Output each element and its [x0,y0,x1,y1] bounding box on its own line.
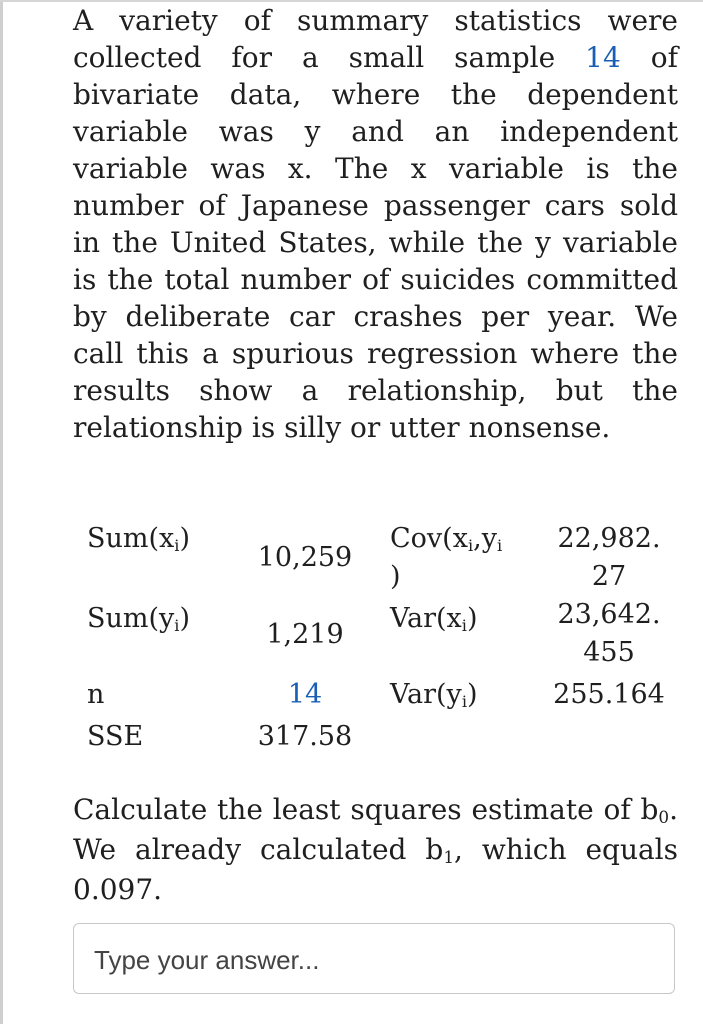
label-sum-y: $Sum(y_i)$ [87,603,191,636]
value-cov-xy-line1: 22,982. [557,523,661,554]
label-cov-xy: $Cov(x_i,y_i$ [390,523,503,556]
value-var-x-line2: 455 [583,637,635,668]
label-sse: SSE [87,721,144,752]
value-var-x-line1: 23,642. [557,599,661,630]
value-var-y: 255.164 [553,679,665,710]
value-sse: 317.58 [257,721,353,752]
question-text: Calculate the least squares estimate of $b_0$. We already calculated $b_1$, which equals 0.097. [73,793,679,906]
label-n: n [87,679,105,710]
value-sum-x: 10,259 [257,542,353,573]
label-cov-xy-close: ) [390,561,401,592]
value-n: 14 [287,679,323,710]
page-left-border [0,0,3,1024]
sample-size-highlight: 14 [585,41,621,74]
answer-input[interactable] [94,942,654,978]
label-sum-x: $Sum(x_i)$ [87,523,190,556]
label-var-y: $Var(y_i)$ [390,679,478,712]
answer-box[interactable] [73,923,675,994]
value-cov-xy-line2: 27 [591,561,627,592]
value-sum-y: 1,219 [266,619,344,650]
label-var-x: $Var(x_i)$ [390,603,478,636]
problem-description: A variety of summary statistics were collected for a small sample 14 of bivariate data, where the dependent variable was y and an independent variable was x. The x variable is the number of Japanese passenger cars sold in the United States, while the y variable is the total number of suicides committed by deliberate car crashes per year. We call this a spurious regression where the results show a relationship, but the relationship is silly or utter nonsense. [73,4,678,444]
